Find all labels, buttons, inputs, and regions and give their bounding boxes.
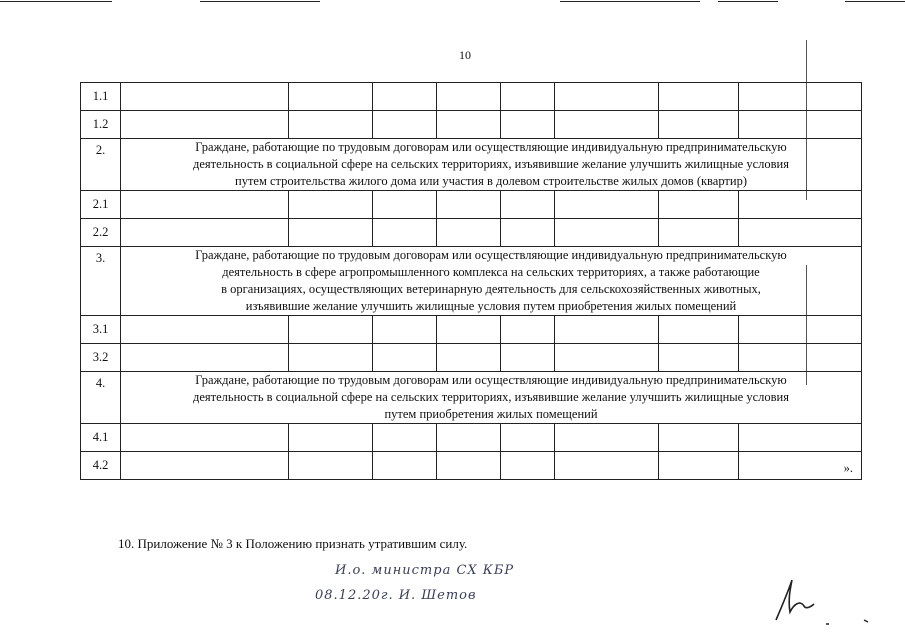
table-cell: [289, 191, 373, 219]
page-number: 10: [459, 48, 471, 62]
table-row: [81, 344, 862, 372]
table-cell: [121, 452, 289, 480]
table-cell: [289, 344, 373, 372]
table-cell: [373, 111, 437, 139]
table-cell: [121, 219, 289, 247]
table-cell: [437, 111, 501, 139]
category-description-line: Граждане, работающие по трудовым договорам или осуществляющие индивидуальную предпринимательскую: [195, 373, 787, 387]
table-cell: [289, 452, 373, 480]
table-cell: [437, 219, 501, 247]
item-10-text: 10. Приложение № 3 к Положению признать утратившим силу.: [118, 536, 468, 551]
table-cell: [121, 83, 289, 111]
table-cell: [373, 316, 437, 344]
row-number: 2.1: [81, 191, 121, 219]
table-cell: [739, 111, 862, 139]
table-row: [81, 219, 862, 247]
handwritten-note-line1: И.о. министра СХ КБР: [335, 563, 515, 578]
table-row: [81, 191, 862, 219]
table-cell: [555, 344, 659, 372]
table-cell: [373, 452, 437, 480]
table-cell: [121, 316, 289, 344]
category-description-line: деятельность в социальной сфере на сельских территориях, изъявившие желание улучшить жилищные условия: [192, 390, 789, 404]
table-cell: [501, 83, 555, 111]
table-cell: [501, 191, 555, 219]
table-cell: [437, 191, 501, 219]
table-cell: [555, 111, 659, 139]
table-cell: [659, 111, 739, 139]
table-cell: [555, 452, 659, 480]
table-cell: [373, 424, 437, 452]
table-cell: [373, 191, 437, 219]
table-cell: [659, 219, 739, 247]
table-row: [81, 83, 862, 111]
applicants-table: [80, 82, 862, 480]
table-cell: [739, 83, 862, 111]
table-row: [81, 424, 862, 452]
category-heading-row: [81, 139, 862, 191]
table-cell: [121, 344, 289, 372]
row-number: 3.1: [81, 316, 121, 344]
closing-quote: ».: [843, 461, 853, 475]
table-cell: [555, 191, 659, 219]
table-cell: [739, 424, 862, 452]
scan-line: [0, 1, 112, 2]
table-cell: [739, 191, 862, 219]
table-cell: [659, 191, 739, 219]
row-number: 3.: [81, 247, 121, 316]
table-cell: [289, 111, 373, 139]
table-cell: [289, 316, 373, 344]
table-cell: [289, 424, 373, 452]
category-description: [121, 139, 862, 191]
row-number: 2.2: [81, 219, 121, 247]
category-description-line: деятельность в социальной сфере на сельских территориях, изъявившие желание улучшить жилищные условия: [192, 157, 789, 171]
table-cell: [121, 111, 289, 139]
table-cell: [437, 316, 501, 344]
category-description-line: в организациях, осуществляющих ветеринарную деятельность для сельскохозяйственных животных,: [221, 282, 761, 296]
table-cell: [555, 219, 659, 247]
table-cell: [555, 424, 659, 452]
category-description-line: изъявившие желание улучшить жилищные условия путем приобретения жилых помещений: [245, 299, 737, 313]
scan-line: [200, 1, 320, 2]
table-cell: [501, 452, 555, 480]
table-cell: [437, 83, 501, 111]
row-number: 4.1: [81, 424, 121, 452]
category-heading-row: [81, 247, 862, 316]
table-cell: [659, 83, 739, 111]
category-description: [121, 247, 862, 316]
row-number: 4.: [81, 372, 121, 424]
category-description-line: Граждане, работающие по трудовым договорам или осуществляющие индивидуальную предпринимательскую: [195, 248, 787, 262]
table-cell: [659, 452, 739, 480]
table-cell: [739, 452, 862, 480]
table-row: [81, 316, 862, 344]
table-cell: [373, 83, 437, 111]
category-description-line: Граждане, работающие по трудовым договорам или осуществляющие индивидуальную предпринимательскую: [195, 140, 787, 154]
category-description-line: путем строительства жилого дома или участия в долевом строительстве жилых домов (квартир): [235, 174, 747, 188]
row-number: 1.2: [81, 111, 121, 139]
row-number: 3.2: [81, 344, 121, 372]
table-cell: [659, 344, 739, 372]
table-cell: [739, 219, 862, 247]
initials-signature-icon: [768, 576, 878, 626]
scan-line: [718, 1, 778, 2]
row-number: 2.: [81, 139, 121, 191]
table-cell: [739, 316, 862, 344]
table-cell: [659, 424, 739, 452]
table-cell: [121, 424, 289, 452]
table-cell: [437, 424, 501, 452]
table-row: [81, 452, 862, 480]
table-cell: [501, 219, 555, 247]
table-cell: [437, 452, 501, 480]
table-cell: [659, 316, 739, 344]
table-cell: [289, 83, 373, 111]
table-cell: [289, 219, 373, 247]
row-number: 4.2: [81, 452, 121, 480]
table-cell: [501, 111, 555, 139]
row-number: 1.1: [81, 83, 121, 111]
handwritten-note-line2: 08.12.20г. И. Шетов: [315, 588, 477, 603]
table-cell: [373, 219, 437, 247]
category-heading-row: [81, 372, 862, 424]
table-cell: [501, 344, 555, 372]
table-cell: [501, 316, 555, 344]
table-cell: [501, 424, 555, 452]
table-cell: [437, 344, 501, 372]
table-cell: [739, 344, 862, 372]
table-cell: [121, 191, 289, 219]
category-description-line: деятельность в сфере агропромышленного комплекса на сельских территориях, а также работающие: [222, 265, 760, 279]
scan-line: [560, 1, 700, 2]
table-cell: [373, 344, 437, 372]
category-description: [121, 372, 862, 424]
category-description-line: путем приобретения жилых помещений: [384, 407, 598, 421]
table-cell: [555, 83, 659, 111]
table-cell: [555, 316, 659, 344]
table-row: [81, 111, 862, 139]
scan-line: [845, 1, 905, 2]
